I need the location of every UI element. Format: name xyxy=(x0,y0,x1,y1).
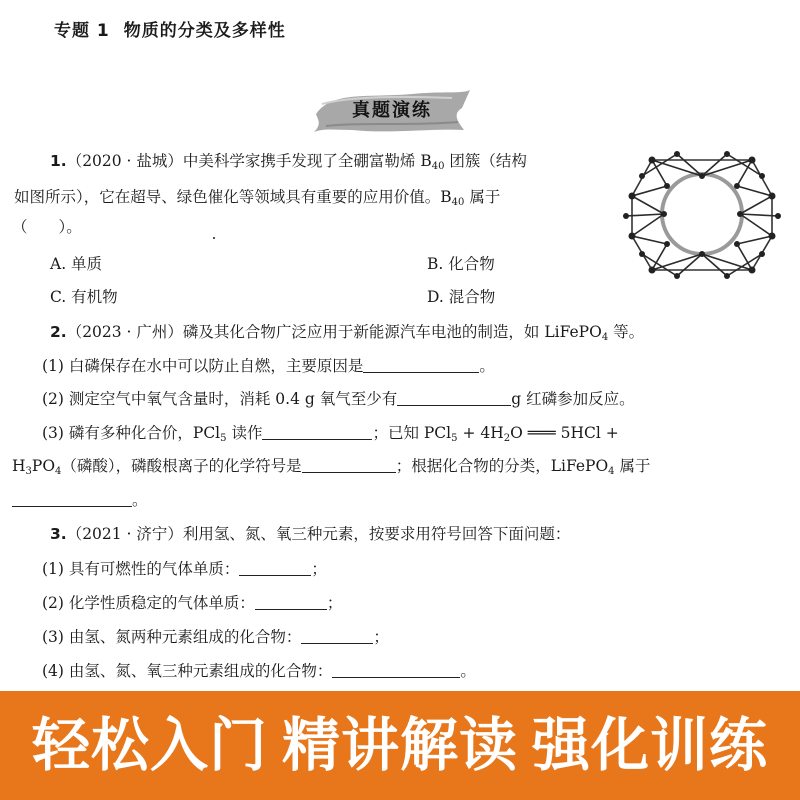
section-banner xyxy=(312,84,472,140)
answer-blank[interactable] xyxy=(255,595,327,610)
slogan-part-2: 精讲解读 xyxy=(281,711,518,779)
boron-cluster-image xyxy=(622,146,782,282)
q1-number: 1. xyxy=(50,152,67,170)
q1-answer-bracket: （ ）。 xyxy=(12,218,82,236)
q3-number: 3. xyxy=(50,525,67,543)
answer-blank[interactable] xyxy=(332,663,460,678)
q2-part-3-end: 。 xyxy=(12,490,148,510)
q2-number: 2. xyxy=(50,323,67,341)
q2-part-2: (2) 测定空气中氧气含量时，消耗 0.4 g 氧气至少有 g 红磷参加反应。 xyxy=(42,390,635,408)
q2-part-3: (3) 磷有多种化合价，PCl$_5$ 读作 ；已知 $PCl_5 + 4H_2O$ ═══ 5HCl + xyxy=(42,424,619,444)
slogan-banner xyxy=(0,691,800,800)
chapter-header xyxy=(54,16,286,41)
answer-blank[interactable] xyxy=(239,561,311,576)
slogan-part-3: 强化训练 xyxy=(532,711,769,779)
stray-dot xyxy=(213,237,215,239)
q1-option-c: C. 有机物 xyxy=(50,288,118,306)
chapter-label: 专题 1 xyxy=(54,21,110,41)
q3-part-2: (2) 化学性质稳定的气体单质： ； xyxy=(42,594,343,612)
q3-intro: 3.（2021 · 济宁）利用氢、氮、氧三种元素，按要求用符号回答下面问题： xyxy=(50,525,571,543)
answer-blank[interactable] xyxy=(397,391,511,406)
answer-blank[interactable] xyxy=(301,629,373,644)
answer-blank[interactable] xyxy=(302,458,396,473)
chapter-title: 物质的分类及多样性 xyxy=(123,21,286,41)
q3-part-1: (1) 具有可燃性的气体单质： ； xyxy=(42,560,327,578)
answer-blank[interactable] xyxy=(363,358,479,373)
q1-line-1: 1.（2020 · 盐城）中美科学家携手发现了全硼富勒烯 $B_{40}$ 团簇（结构 xyxy=(50,152,527,172)
answer-blank[interactable] xyxy=(262,425,372,440)
q1-option-b: B. 化合物 xyxy=(427,255,495,273)
q1-line-2: 如图所示），它在超导、绿色催化等领域具有重要的应用价值。$B_{40}$ 属于 xyxy=(14,188,501,208)
q1-option-d: D. 混合物 xyxy=(427,288,496,306)
slogan-text xyxy=(0,709,800,781)
slogan-part-1: 轻松入门 xyxy=(31,711,268,779)
q2-intro: 2.（2023 · 广州）磷及其化合物广泛应用于新能源汽车电池的制造，如 LiFePO$_4$ 等。 xyxy=(50,323,645,343)
q1-option-a: A. 单质 xyxy=(50,255,103,273)
section-title: 真题演练 xyxy=(352,100,432,121)
q3-part-4: (4) 由氢、氮、氧三种元素组成的化合物： 。 xyxy=(42,662,476,680)
q3-part-3: (3) 由氢、氮两种元素组成的化合物： ； xyxy=(42,628,389,646)
q2-part-1: (1) 白磷保存在水中可以防止自燃，主要原因是 。 xyxy=(42,357,495,375)
q2-part-3-cont: $H_3PO_4$（磷酸），磷酸根离子的化学符号是 ；根据化合物的分类，LiFePO$_4$ 属于 xyxy=(12,457,651,477)
answer-blank[interactable] xyxy=(12,492,132,507)
